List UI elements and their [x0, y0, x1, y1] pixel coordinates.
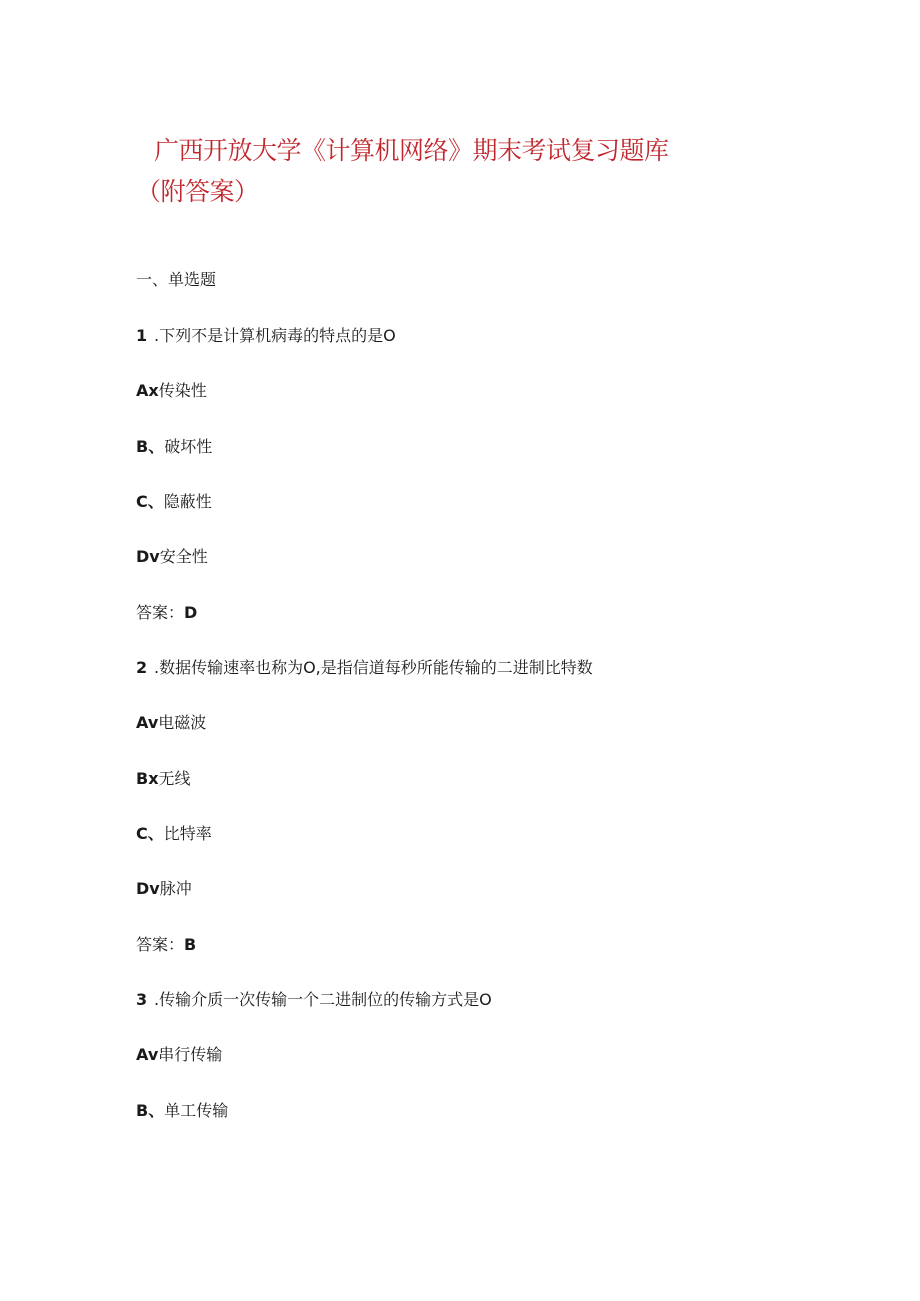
section-heading: 一、单选题 — [136, 270, 217, 289]
question-number: 2 — [136, 658, 148, 677]
option-1-c — [136, 491, 212, 513]
option-text: 破坏性 — [164, 437, 213, 456]
option-key: C、 — [136, 492, 164, 511]
option-key: Ax — [136, 381, 159, 400]
option-text: 单工传输 — [164, 1101, 229, 1120]
option-1-a — [136, 380, 207, 402]
question-3 — [136, 989, 492, 1011]
question-text: .下列不是计算机病毒的特点的是O — [154, 326, 396, 345]
option-3-a — [136, 1044, 222, 1066]
option-1-b — [136, 436, 212, 458]
answer-label: 答案： — [136, 935, 185, 954]
question-number: 1 — [136, 326, 148, 345]
option-2-b — [136, 768, 191, 790]
option-2-a — [136, 712, 206, 734]
answer-value: B — [184, 935, 197, 954]
answer-1 — [136, 602, 197, 624]
option-key: B、 — [136, 1101, 165, 1120]
document-title: 广西开放大学《计算机网络》期末考试复习题库（附答案） — [136, 136, 669, 206]
option-key: C、 — [136, 824, 164, 843]
option-key: Bx — [136, 769, 159, 788]
question-2 — [136, 657, 593, 679]
option-text: 串行传输 — [158, 1045, 223, 1064]
option-key: Dv — [136, 547, 160, 566]
option-key: Av — [136, 713, 159, 732]
option-key: Dv — [136, 879, 160, 898]
option-1-d — [136, 546, 208, 568]
option-text: 脉冲 — [159, 879, 192, 898]
answer-value: D — [184, 603, 198, 622]
option-text: 电磁波 — [158, 713, 207, 732]
option-text: 安全性 — [159, 547, 208, 566]
option-text: 比特率 — [163, 824, 212, 843]
option-text: 隐蔽性 — [163, 492, 212, 511]
option-text: 无线 — [158, 769, 191, 788]
option-key: B、 — [136, 437, 165, 456]
answer-2 — [136, 934, 196, 956]
option-2-d — [136, 878, 192, 900]
option-text: 传染性 — [158, 381, 207, 400]
option-key: Av — [136, 1045, 159, 1064]
question-text: .传输介质一次传输一个二进制位的传输方式是O — [154, 990, 492, 1009]
option-3-b — [136, 1100, 228, 1122]
answer-label: 答案： — [136, 603, 185, 622]
option-2-c — [136, 823, 212, 845]
question-text: .数据传输速率也称为O,是指信道每秒所能传输的二进制比特数 — [154, 658, 593, 677]
question-1 — [136, 325, 396, 347]
question-number: 3 — [136, 990, 148, 1009]
